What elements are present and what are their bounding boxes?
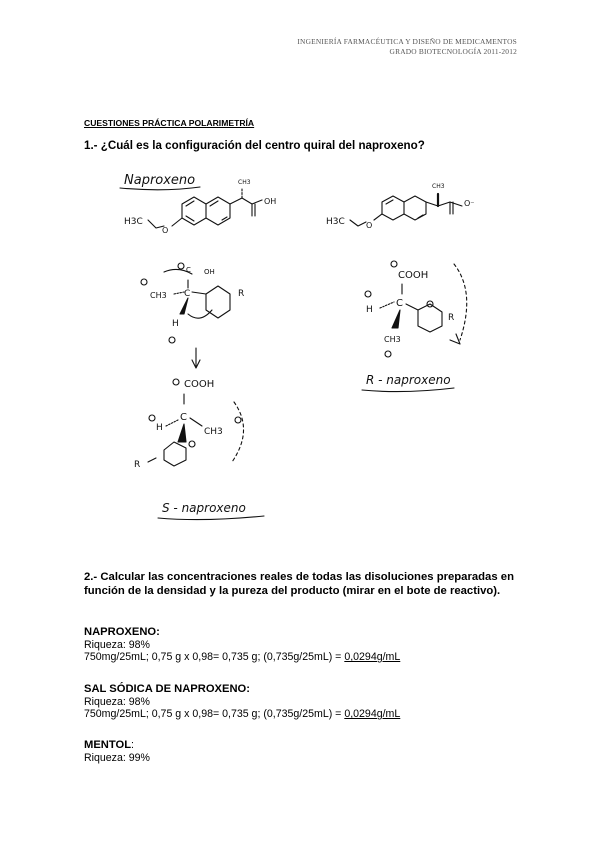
naproxeno-result: 0,0294g/mL: [344, 651, 401, 664]
cooh-label-1: COOH: [184, 379, 215, 390]
sal-block: [84, 683, 400, 721]
naproxen-hand-drawing: [104, 162, 514, 530]
ch3-label-2: CH3: [204, 427, 223, 437]
header-line-2: GRADO BIOTECNOLOGÍA 2011-2012: [389, 46, 517, 56]
h3c-label-right: H3C: [326, 217, 345, 227]
projection-left-1: [141, 263, 244, 343]
document-header: [297, 37, 517, 56]
section-title: CUESTIONES PRÁCTICA POLARIMETRÍA: [84, 118, 255, 128]
oh-label-2: OH: [204, 268, 215, 276]
r-label-2: R: [134, 460, 141, 470]
c-label-2: C: [184, 289, 191, 299]
ch3-top-right-label: CH3: [432, 183, 445, 190]
o-label-right: O: [366, 221, 373, 230]
c-label-4: C: [396, 298, 403, 309]
h3c-label: H3C: [124, 217, 143, 227]
ch3-top-label: CH3: [238, 179, 251, 186]
oh-label: OH: [264, 197, 277, 206]
naproxeno-title: NAPROXENO:: [84, 626, 160, 638]
h-label-1: H: [172, 319, 179, 329]
naproxen-ion-structure: [326, 183, 475, 230]
c-label-1: C: [186, 266, 191, 274]
r-underline: [362, 388, 454, 392]
r-label-1: R: [238, 289, 245, 299]
h-label-3: H: [366, 305, 373, 315]
o-label: O: [162, 226, 169, 235]
mentol-title-line: [84, 739, 150, 752]
down-arrow: [192, 348, 200, 368]
h-label-2: H: [156, 423, 163, 433]
mentol-riqueza: Riqueza: 99%: [84, 751, 150, 764]
sal-calc-line: [84, 708, 400, 721]
s-underline: [158, 516, 264, 520]
question-1: 1.- ¿Cuál es la configuración del centro quiral del naproxeno?: [84, 139, 425, 152]
c-label-3: C: [180, 412, 187, 423]
sal-riqueza: Riqueza: 98%: [84, 695, 150, 708]
s-naproxeno-label: S - naproxeno: [162, 501, 246, 515]
sal-result: 0,0294g/mL: [344, 708, 401, 721]
naproxeno-block: [84, 626, 400, 664]
naproxeno-calc-line: [84, 651, 400, 664]
mentol-title: MENTOL: [84, 739, 132, 751]
naproxeno-calc: 750mg/25mL; 0,75 g x 0,98= 0,735 g; (0,735g/25mL) =: [84, 651, 345, 664]
naproxeno-riqueza: Riqueza: 98%: [84, 638, 150, 651]
r-naproxeno-label: R - naproxeno: [366, 373, 451, 387]
ch3-label-1: CH3: [150, 291, 167, 300]
sal-calc: 750mg/25mL; 0,75 g x 0,98= 0,735 g; (0,735g/25mL) =: [84, 708, 345, 721]
projection-right: [365, 261, 467, 357]
ch3-label-3: CH3: [384, 335, 401, 344]
cooh-label-2: COOH: [398, 270, 429, 281]
r-label-3: R: [448, 313, 455, 323]
figure-title: Naproxeno: [124, 173, 196, 188]
projection-left-2: [134, 379, 244, 470]
mentol-block: [84, 739, 150, 764]
mentol-colon: :: [131, 739, 134, 751]
sal-title: SAL SÓDICA DE NAPROXENO:: [84, 683, 250, 695]
header-line-1: INGENIERÍA FARMACÉUTICA Y DISEÑO DE MEDICAMENTOS: [297, 37, 517, 46]
o-minus-label: O⁻: [464, 199, 475, 208]
question-2: 2.- Calcular las concentraciones reales de todas las disoluciones preparadas en función de la densidad y la pureza del producto (mirar en el bote de reactivo).: [84, 571, 514, 598]
